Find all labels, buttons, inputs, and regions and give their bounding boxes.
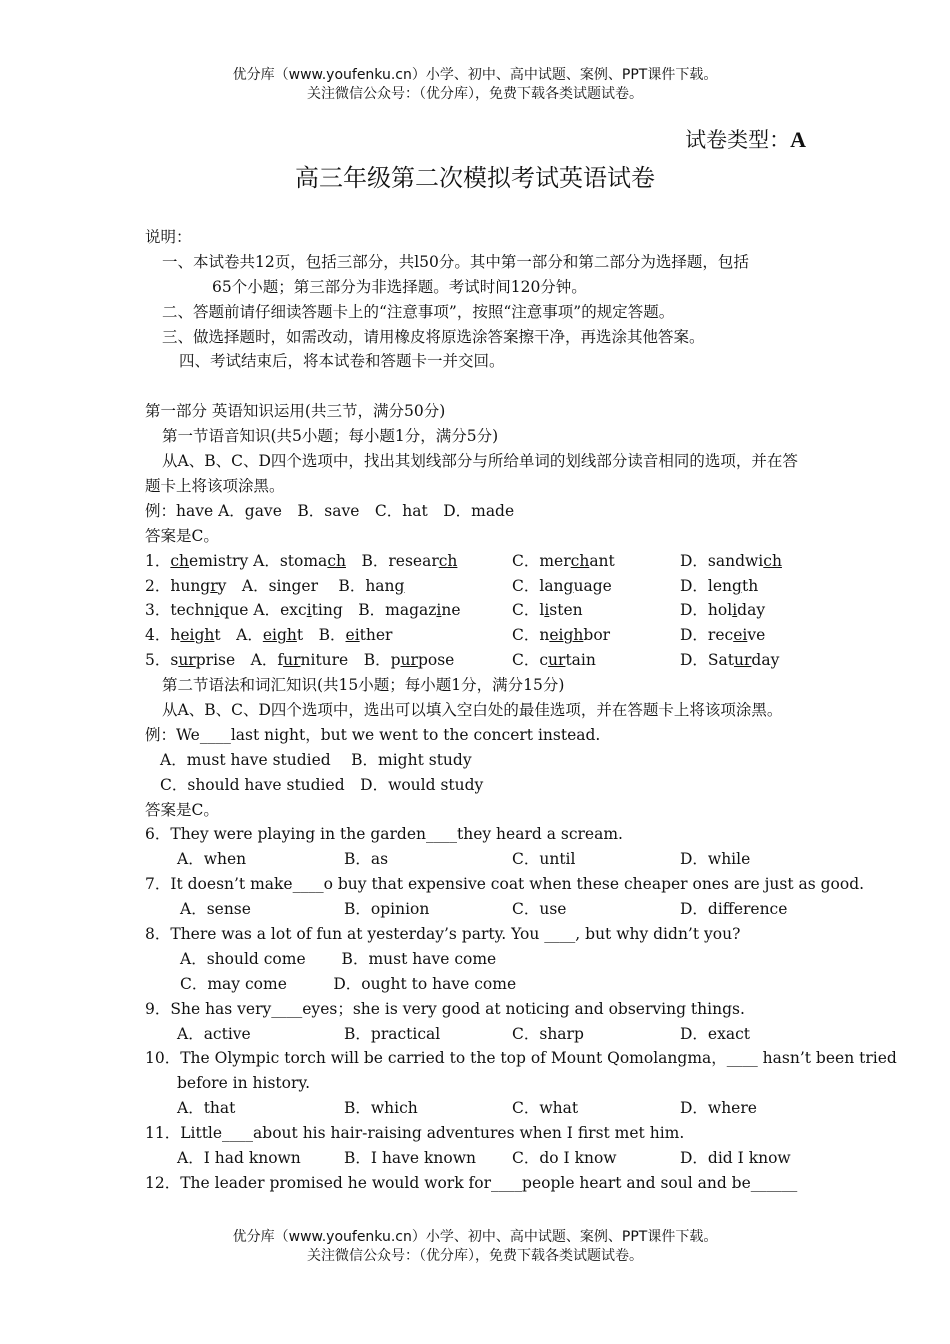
section2-example-options-1: A．must have studied B．might study — [160, 750, 472, 769]
question-7-options: A．sense B．opinion C．use D．difference — [180, 900, 788, 919]
question-10-options: A．that B．which C．what D．where — [177, 1099, 757, 1118]
question-10-stem-1: 10．The Olympic torch will be carried to the top of Mount Qomolangma，____ hasn’t been tried — [145, 1049, 897, 1068]
question-8-options-cd: C．may come D．ought to have come — [180, 974, 517, 993]
paper-type-value: A — [790, 127, 806, 152]
part1-title: 第一部分 英语知识运用(共三节，满分50分) — [145, 402, 446, 421]
section1-example-answer: 答案是C。 — [145, 526, 219, 545]
page-footer — [0, 1228, 950, 1266]
exam-content — [145, 225, 897, 1196]
question-11-options: A．I had known B．I have known C．do I know D．did I know — [177, 1149, 791, 1167]
question-8-stem: 8．There was a lot of fun at yesterday’s party. You ____, but why didn’t you? — [145, 924, 741, 943]
instruction-item-1a: 一、本试卷共12页，包括三部分，共l50分。其中第一部分和第二部分为选择题，包括 — [162, 252, 749, 271]
phonetics-question-4: 4．height A．eight B．either C．neighbor D．receive — [145, 626, 766, 645]
question-8-options-ab: A．should come B．must have come — [180, 949, 497, 968]
question-10-stem-2: before in history. — [177, 1074, 311, 1093]
paper-type-label: 试卷类型： — [685, 128, 791, 152]
section2-directions: 从A、B、C、D四个选项中，选出可以填入空白处的最佳选项，并在答题卡上将该项涂黑。 — [162, 700, 783, 719]
instruction-item-2: 二、答题前请仔细读答题卡上的“注意事项”，按照“注意事项”的规定答题。 — [162, 302, 675, 321]
question-7-stem: 7．It doesn’t make____o buy that expensive coat when these cheaper ones are just as good. — [145, 875, 865, 894]
section1-example: 例：have A．gave B．save C．hat D．made — [145, 501, 515, 520]
paper-type — [685, 124, 806, 154]
instruction-item-3: 三、做选择题时，如需改动，请用橡皮将原选涂答案擦干净，再选涂其他答案。 — [162, 327, 705, 346]
phonetics-question-1: 1．chemistry A．stomach B．research C．merchant D．sandwich — [145, 551, 782, 570]
header-line-1: 优分库（www.youfenku.cn）小学、初中、高中试题、案例、PPT课件下载。 — [232, 67, 718, 83]
page-title: 高三年级第二次模拟考试英语试卷 — [295, 164, 655, 192]
question-11-stem: 11．Little____about his hair-raising adventures when I first met him. — [145, 1124, 685, 1143]
question-12-stem: 12．The leader promised he would work for____people heart and soul and be______ — [145, 1173, 798, 1192]
instructions-heading: 说明： — [145, 228, 192, 246]
section2-example-answer: 答案是C。 — [145, 800, 219, 819]
question-9-options: A．active B．practical C．sharp D．exact — [177, 1024, 750, 1043]
header-line-2: 关注微信公众号：（优分库），免费下载各类试题试卷。 — [307, 86, 643, 102]
instruction-item-4: 四、考试结束后，将本试卷和答题卡一并交回。 — [179, 352, 505, 371]
phonetics-question-5: 5．surprise A．furniture B．purpose C．curtain D．Saturday — [145, 651, 780, 670]
section2-example-stem: 例：We____last night，but we went to the concert instead. — [145, 725, 601, 744]
footer-line-2: 关注微信公众号：（优分库），免费下载各类试题试卷。 — [307, 1248, 643, 1264]
phonetics-question-3: 3．technique A．exciting B．magazine C．listen D．holiday — [145, 601, 766, 620]
section1-title: 第一节语音知识(共5小题；每小题1分，满分5分) — [162, 427, 499, 446]
page-header — [0, 66, 950, 104]
section2-example-options-2: C．should have studied D．would study — [160, 775, 484, 794]
question-9-stem: 9．She has very____eyes；she is very good at noticing and observing things. — [145, 999, 745, 1018]
instruction-item-1b: 65个小题；第三部分为非选择题。考试时间120分钟。 — [212, 277, 587, 296]
question-6-stem: 6．They were playing in the garden____they heard a scream. — [145, 825, 623, 844]
section1-directions: 从A、B、C、D四个选项中，找出其划线部分与所给单词的划线部分读音相同的选项，并在答题卡上将该项涂黑。 — [145, 452, 798, 495]
footer-line-1: 优分库（www.youfenku.cn）小学、初中、高中试题、案例、PPT课件下载。 — [232, 1229, 718, 1245]
section2-title: 第二节语法和词汇知识(共15小题；每小题1分，满分15分) — [162, 676, 565, 695]
phonetics-question-2: 2．hungry A．singer B．hang C．language D．length — [145, 576, 759, 595]
question-6-options: A．when B．as C．until D．while — [177, 850, 751, 869]
